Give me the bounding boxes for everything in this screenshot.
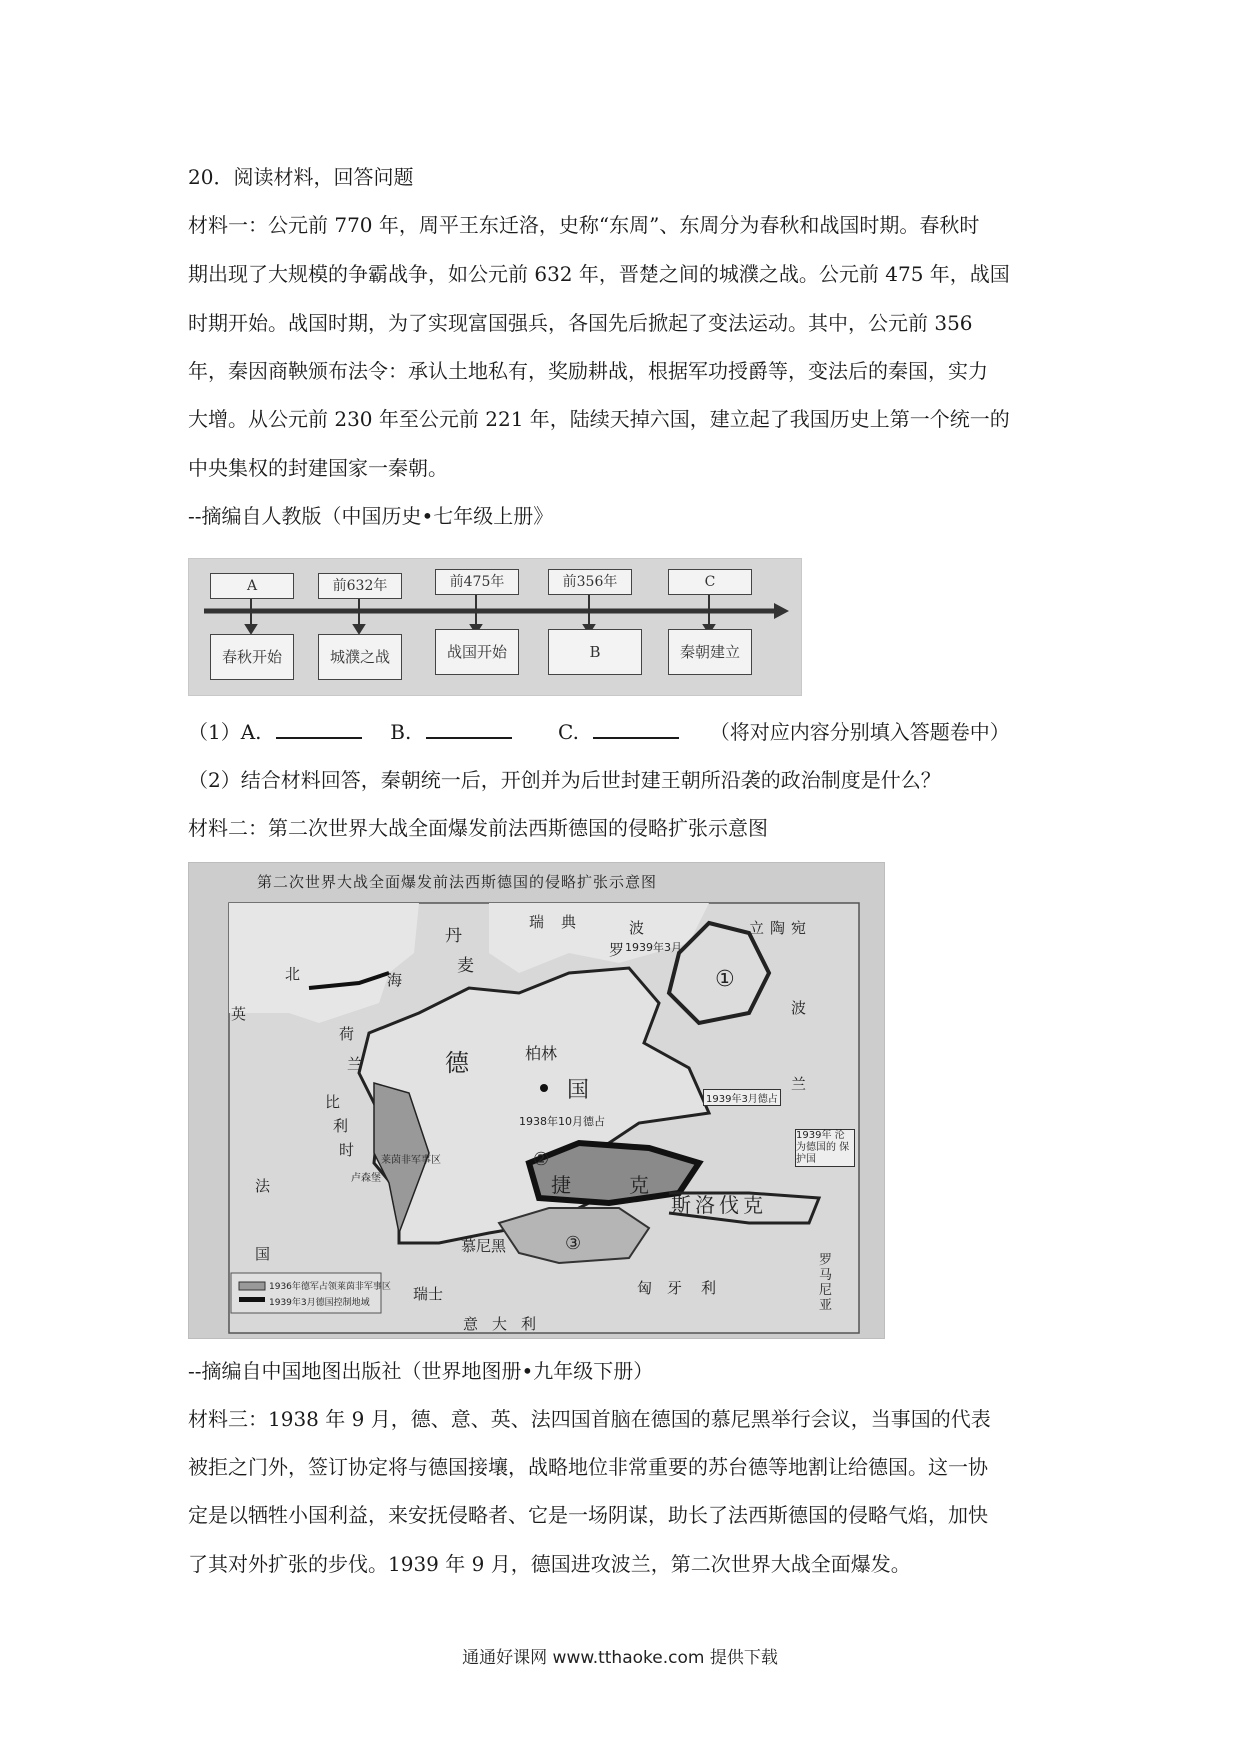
- timeline-top-a: A: [210, 573, 294, 599]
- q1-b-label: B.: [390, 720, 412, 744]
- map-label: 1939年3月: [625, 941, 682, 954]
- map-label: 柏林: [525, 1044, 558, 1063]
- map-label: 波: [791, 999, 807, 1017]
- map-label: 典: [561, 913, 577, 931]
- map-label: 卢森堡: [351, 1173, 381, 1184]
- material1-line: 时期开始。战国时期，为了实现富国强兵，各国先后掀起了变法运动。其中，公元前 356: [188, 311, 973, 335]
- map-title: 第二次世界大战全面爆发前法西斯德国的侵略扩张示意图: [257, 873, 658, 891]
- source2: --摘编自中国地图出版社（世界地图册•九年级下册）: [188, 1359, 654, 1383]
- page-footer: 通通好课网 www.tthaoke.com 提供下载: [462, 1648, 778, 1668]
- timeline-bottom-qin: 秦朝建立: [668, 629, 752, 675]
- answer-blank-c[interactable]: [593, 721, 679, 739]
- material1-line: 年，秦因商鞅颁布法令：承认土地私有，奖励耕战，根据军功授爵等，变法后的秦国，实力: [188, 359, 988, 383]
- map-label: ①: [715, 967, 735, 992]
- map-label: 兰: [791, 1075, 807, 1093]
- map-label: 意大利: [463, 1315, 551, 1333]
- map-label: 斯洛伐克: [671, 1193, 767, 1217]
- timeline-figure: [188, 558, 802, 696]
- answer-blank-a[interactable]: [276, 721, 362, 739]
- map-label: 麦: [457, 956, 474, 976]
- material3-line: 了其对外扩张的步伐。1939 年 9 月，德国进攻波兰，第二次世界大战全面爆发。: [188, 1552, 911, 1576]
- map-label: 瑞士: [413, 1285, 444, 1303]
- source1: --摘编自人教版（中国历史•七年级上册》: [188, 504, 554, 528]
- timeline-top-475: 前475年: [435, 569, 519, 595]
- map-label: 瑞: [529, 913, 545, 931]
- question-title: 20．阅读材料，回答问题: [188, 165, 414, 189]
- material3-line: 被拒之门外，签订协定将与德国接壤，战略地位非常重要的苏台德等地割让给德国。这一协: [188, 1455, 988, 1479]
- map-labels: [189, 863, 884, 1338]
- map-label: 时: [339, 1141, 355, 1159]
- material3-line: 定是以牺牲小国利益，来安抚侵略者、它是一场阴谋，助长了法西斯德国的侵略气焰，加快: [188, 1503, 988, 1527]
- ww2-map-figure: [188, 862, 885, 1339]
- q1-note: （将对应内容分别填入答题卷中）: [709, 720, 1010, 744]
- timeline-top-356: 前356年: [548, 569, 632, 595]
- map-label: 立陶宛: [749, 919, 813, 937]
- map-label: 慕尼黑: [461, 1237, 507, 1255]
- map-label: 1939年 沦为德国的 保护国: [795, 1129, 855, 1167]
- map-label: 荷: [339, 1025, 355, 1043]
- map-label: ③: [565, 1233, 582, 1254]
- timeline-bottom-zhanguo: 战国开始: [435, 629, 519, 675]
- timeline-bottom-chunqiu: 春秋开始: [210, 634, 294, 680]
- material1-line: 大增。从公元前 230 年至公元前 221 年，陆续天掉六国，建立起了我国历史上第一个统一的: [188, 407, 1010, 431]
- map-label: 牙: [667, 1279, 683, 1297]
- q1-prefix: （1）A.: [188, 720, 262, 744]
- map-legend-rhineland: 1936年德军占领莱茵非军事区: [269, 1282, 391, 1292]
- material2-title: 材料二：第二次世界大战全面爆发前法西斯德国的侵略扩张示意图: [188, 816, 768, 840]
- material1-line: 材料一：公元前 770 年，周平王东迁洛，史称“东周”、东周分为春秋和战国时期。春秋时: [188, 213, 980, 237]
- map-label: 匈: [637, 1279, 653, 1297]
- material1-line: 期出现了大规模的争霸战争，如公元前 632 年，晋楚之间的城濮之战。公元前 475 年，战国: [188, 262, 1010, 286]
- map-label: 海: [387, 971, 403, 989]
- map-label: ②: [533, 1149, 550, 1170]
- map-label: 克: [629, 1173, 649, 1197]
- map-label: 英: [231, 1005, 247, 1023]
- map-label: 波: [629, 919, 645, 937]
- map-label: 1938年10月德占: [519, 1115, 605, 1128]
- timeline-bottom-b: B: [548, 629, 642, 675]
- timeline-top-c: C: [668, 569, 752, 595]
- map-label: 罗马尼亚: [819, 1253, 833, 1313]
- map-label: 北: [285, 965, 301, 983]
- map-label: 德: [445, 1049, 469, 1077]
- material3-line: 材料三：1938 年 9 月，德、意、英、法四国首脑在德国的慕尼黑举行会议，当事国的代表: [188, 1407, 991, 1431]
- map-legend-control: 1939年3月德国控制地域: [269, 1298, 370, 1308]
- q1-c-label: C.: [558, 720, 579, 744]
- map-label: 国: [567, 1078, 590, 1103]
- map-label: 莱茵非军事区: [381, 1155, 441, 1166]
- timeline-bottom-chengpu: 城濮之战: [318, 634, 402, 680]
- answer-blank-b[interactable]: [426, 721, 512, 739]
- timeline-top-632: 前632年: [318, 573, 402, 599]
- map-label: 国: [255, 1245, 271, 1263]
- map-label: 捷: [551, 1173, 571, 1197]
- map-label: 1939年3月德占: [703, 1089, 781, 1106]
- map-label: 利: [701, 1279, 717, 1297]
- map-label: 丹: [445, 926, 462, 946]
- map-label: 利: [333, 1117, 349, 1135]
- map-label: 兰: [347, 1055, 363, 1073]
- map-label: 比: [325, 1093, 341, 1111]
- map-label: 罗: [609, 941, 625, 959]
- material1-line: 中央集权的封建国家一秦朝。: [188, 456, 448, 480]
- map-label: 法: [255, 1177, 271, 1195]
- question-2: （2）结合材料回答，秦朝统一后，开创并为后世封建王朝所沿袭的政治制度是什么？: [188, 768, 941, 792]
- question-1: [188, 719, 1010, 745]
